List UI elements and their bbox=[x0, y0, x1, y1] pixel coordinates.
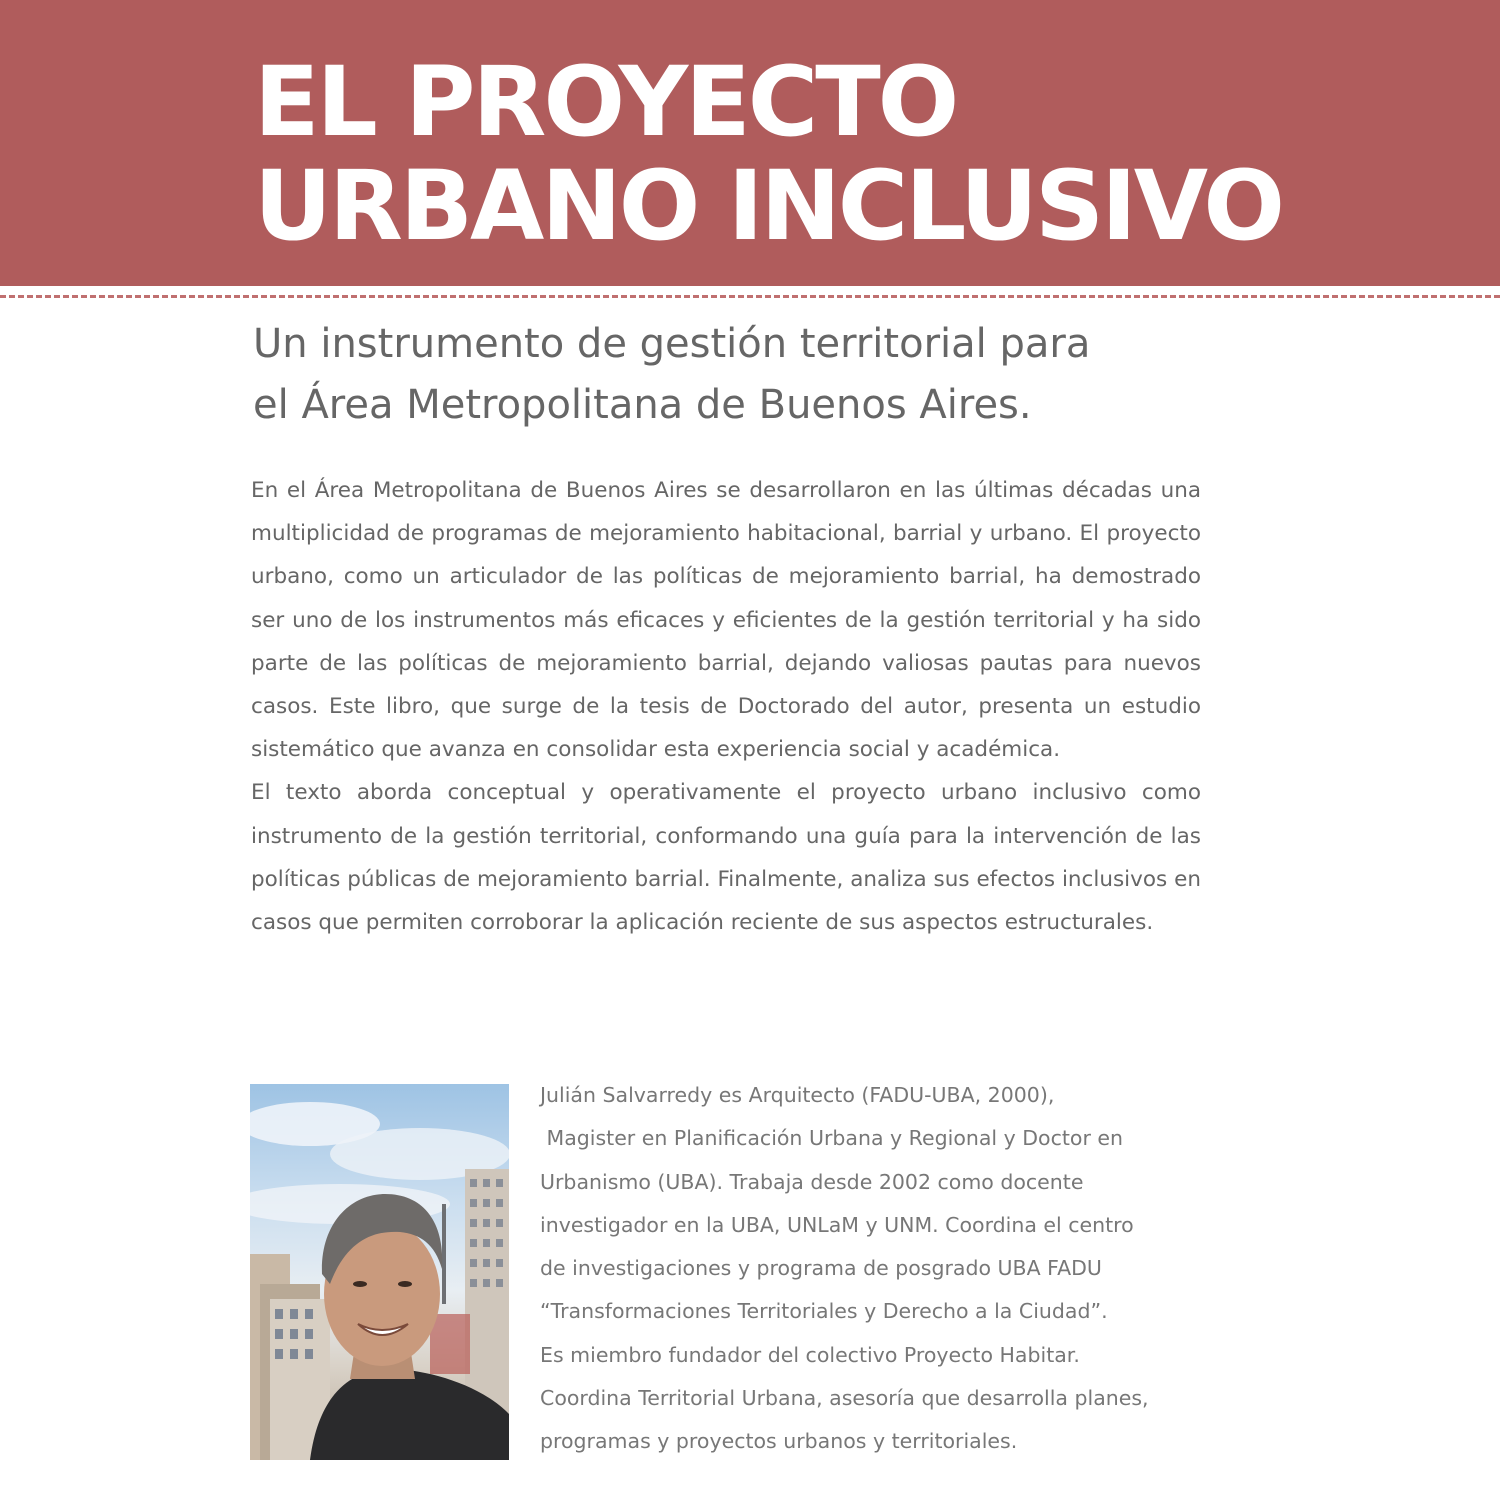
bio-line: Coordina Territorial Urbana, asesoría que desarrolla planes, bbox=[540, 1386, 1149, 1411]
author-bio bbox=[540, 1074, 1200, 1464]
bio-line: “Transformaciones Territoriales y Derecho a la Ciudad”. bbox=[540, 1299, 1108, 1324]
synopsis-paragraph-1: En el Área Metropolitana de Buenos Aires se desarrollaron en las últimas décadas una multiplicidad de programas de mejoramiento habitacional, barrial y urbano. El proyecto urbano, como un articulador de las políticas de mejoramiento barrial, ha demostrado ser uno de los instrumentos más eficaces y eficientes de la gestión territorial y ha sido parte de las políticas de mejoramiento barrial, dejando valiosas pautas para nuevos casos. Este libro, que surge de la tesis de Doctorado del autor, presenta un estudio sistemático que avanza en consolidar esta experiencia social y académica. bbox=[251, 478, 1201, 763]
bio-line: Urbanismo (UBA). Trabaja desde 2002 como docente bbox=[540, 1169, 1084, 1194]
author-portrait-photo bbox=[250, 1084, 509, 1460]
bio-line: programas y proyectos urbanos y territoriales. bbox=[540, 1429, 1018, 1454]
subtitle-line-2: el Área Metropolitana de Buenos Aires. bbox=[253, 382, 1032, 428]
bio-line: investigador en la UBA, UNLaM y UNM. Coordina el centro bbox=[540, 1212, 1134, 1237]
book-title-line-2: URBANO INCLUSIVO bbox=[254, 150, 1283, 262]
bio-line: Julián Salvarredy es Arquitecto (FADU-UBA, 2000), bbox=[540, 1083, 1055, 1107]
bio-line: Es miembro fundador del colectivo Proyecto Habitar. bbox=[540, 1342, 1080, 1367]
dashed-divider bbox=[0, 295, 1500, 298]
book-title-line-1: EL PROYECTO bbox=[254, 46, 957, 158]
book-subtitle bbox=[253, 314, 1253, 436]
synopsis-paragraph-2: El texto aborda conceptual y operativamente el proyecto urbano inclusivo como instrumento de la gestión territorial, conformando una guía para la intervención de las políticas públicas de mejoramiento barrial. Finalmente, analiza sus efectos inclusivos en casos que permiten corroborar la aplicación reciente de sus aspectos estructurales. bbox=[251, 780, 1201, 936]
bio-line: de investigaciones y programa de posgrado UBA FADU bbox=[540, 1256, 1102, 1281]
book-title bbox=[254, 46, 1283, 262]
author-photo bbox=[250, 1084, 509, 1460]
synopsis bbox=[251, 469, 1201, 944]
bio-line: Magister en Planificación Urbana y Regional y Doctor en bbox=[540, 1126, 1123, 1151]
subtitle-line-1: Un instrumento de gestión territorial para bbox=[253, 321, 1091, 367]
title-banner bbox=[0, 0, 1500, 286]
